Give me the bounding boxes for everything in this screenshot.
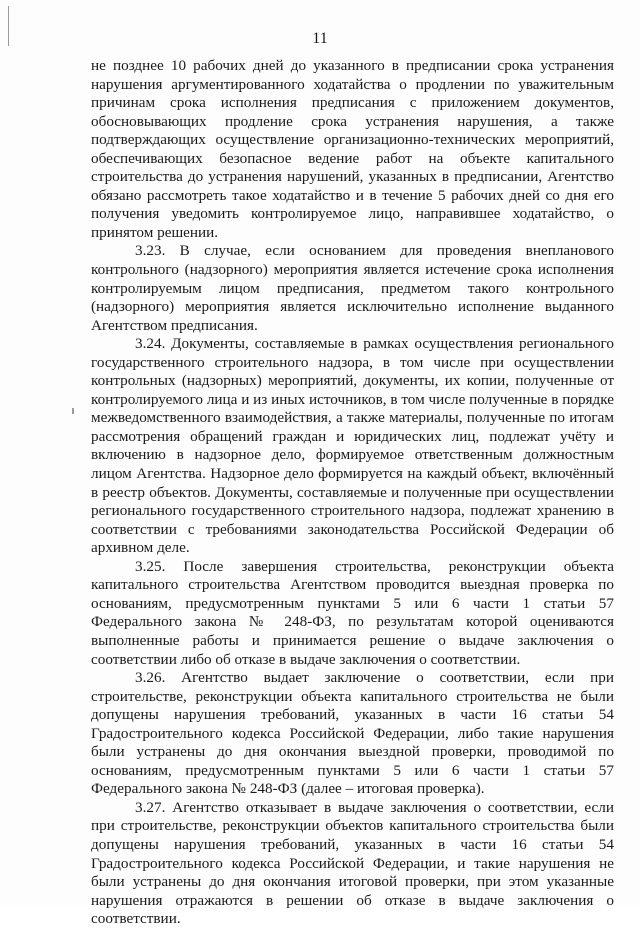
paragraph-3-24: 3.24. Документы, составляемые в рамках осуществления регионального государственного строительного надзора, в том числе при осуществлении контрольных (надзорных) мероприятий, документы, их копии, полученные от контролируемого лица и из иных источников, в том числе полученные в порядке межведомственного взаимодействия, а также материалы, полученные по итогам рассмотрения обращений граждан и юридических лиц, подлежат учёту и включению в надзорное дело, формируемое ответственным должностным лицом Агентства. Надзорное дело формируется на каждый объект, включённый в реестр объектов. Документы, составляемые и полученные при осуществлении регионального государственного строительного надзора, подлежат хранению в соответствии с требованиями законодательства Российской Федерации об архивном деле. bbox=[91, 335, 614, 557]
paragraph-3-27: 3.27. Агентство отказывает в выдаче заключения о соответствии, если при строительстве, реконструкции объектов капитального строительства были допущены нарушения требований, указанных в части 16 статьи 54 Градостроительного кодекса Российской Федерации, и такие нарушения не были устранены до дня окончания итоговой проверки, при этом указанные нарушения отражаются в решении об отказе в выдаче заключения о соответствии. bbox=[91, 798, 614, 928]
paragraph-3-23: 3.23. В случае, если основанием для проведения внепланового контрольного (надзорного) мероприятия является истечение срока исполнения контролируемым лицом предписания, предметом такого контрольного (надзорного) мероприятия является исключительно исполнение выданного Агентством предписания. bbox=[91, 242, 614, 334]
body-text bbox=[91, 57, 614, 929]
paragraph-continuation: не позднее 10 рабочих дней до указанного в предписании срока устранения нарушения аргументированного ходатайства о продлении по уважительным причинам срока исполнения предписания с приложением документов, обосновывающих продление срока устранения нарушения, а также подтверждающих осуществление организационно-технических мероприятий, обеспечивающих безопасное ведение работ на объекте капитального строительства до устранения нарушений, указанных в предписании, Агентство обязано рассмотреть такое ходатайство и в течение 5 рабочих дней со дня его получения уведомить контролируемое лицо, направившее ходатайство, о принятом решении. bbox=[91, 57, 614, 241]
paragraph-3-26: 3.26. Агентство выдает заключение о соответствии, если при строительстве, реконструкции объекта капитального строительства не были допущены нарушения требований, указанных в части 16 статьи 54 Градостроительного кодекса Российской Федерации, либо такие нарушения были устранены до дня окончания выездной проверки, проводимой по основаниям, предусмотренным пунктами 5 или 6 части 1 статьи 57 Федерального закона № 248-ФЗ (далее – итоговая проверка). bbox=[91, 669, 614, 798]
paragraph-3-25: 3.25. После завершения строительства, реконструкции объекта капитального строительства Агентством проводится выездная проверка по основаниям, предусмотренным пунктами 5 или 6 части 1 статьи 57 Федерального закона № 248-ФЗ, по результатам которой оцениваются выполненные работы и принимается решение о выдаче заключения о соответствии либо об отказе в выдаче заключения о соответствии. bbox=[91, 557, 614, 668]
page-number: 11 bbox=[312, 30, 328, 47]
scan-edge-mark-left bbox=[72, 408, 74, 414]
